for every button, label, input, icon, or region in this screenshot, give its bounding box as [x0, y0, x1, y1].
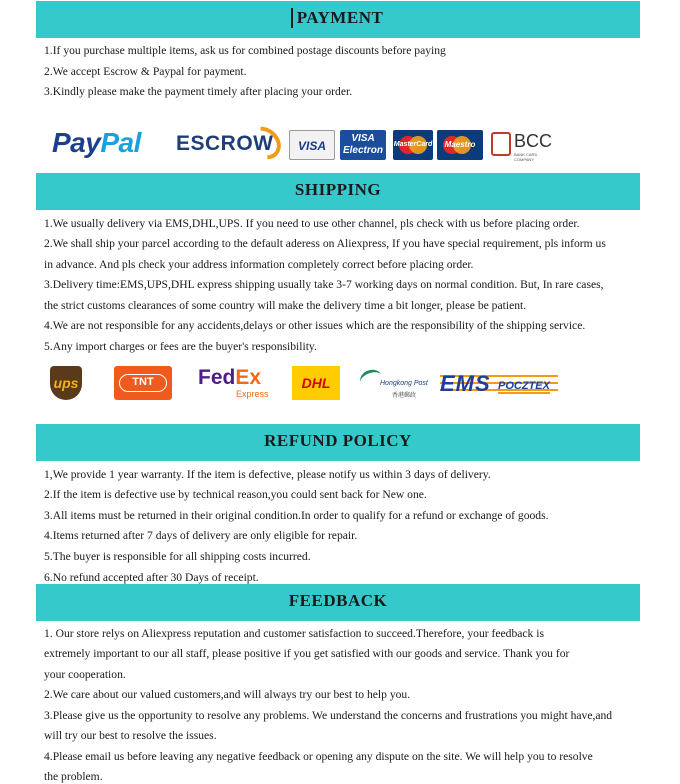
bcc-logo: BCC BANK CARD COMPANY	[491, 130, 553, 160]
payment-header	[36, 1, 640, 38]
shipping-line-5: the strict customs clearances of some country will make the delivery time a bit longer, please be patient.	[44, 299, 527, 312]
feedback-title: FEEDBACK	[288, 591, 388, 610]
shipping-line-7: 5.Any import charges or fees are the buyer's responsibility.	[44, 340, 317, 353]
refund-line-2: 2.If the item is defective use by technical reason,you could sent back for New one.	[44, 488, 427, 501]
shipping-line-6: 4.We are not responsible for any accidents,delays or other issues which are the responsibility of the shipping service.	[44, 319, 586, 332]
payment-line-2: 2.We accept Escrow & Paypal for payment.	[44, 65, 247, 78]
dhl-logo: DHL	[292, 366, 340, 400]
fedex-express-label: Express	[236, 389, 269, 399]
mastercard-logo: MasterCard EUROCARD	[393, 130, 433, 160]
tnt-logo: TNT	[114, 366, 172, 400]
payment-title: PAYMENT	[291, 8, 386, 28]
ups-logo: ups	[50, 366, 82, 400]
visa-electron-logo: VISA Electron	[340, 130, 386, 160]
feedback-header	[36, 584, 640, 621]
feedback-line-5: 3.Please give us the opportunity to resolve any problems. We understand the concerns and frustrations you might have,and	[44, 709, 613, 722]
payment-line-3: 3.Kindly please make the payment timely after placing your order.	[44, 85, 353, 98]
bcc-mark-icon	[491, 132, 511, 156]
hongkong-post-logo: Hongkong Post 香港郵政	[360, 368, 432, 400]
paypal-logo: PayPal	[52, 127, 141, 158]
shipping-line-2: 2.We shall ship your parcel according to the default aderess on Aliexpress, If you have special requirement, pls inform us	[44, 237, 606, 250]
refund-line-1: 1,We provide 1 year warranty. If the item is defective, please notify us within 3 days of delivery.	[44, 468, 491, 481]
fedex-logo: FedEx	[198, 366, 262, 389]
refund-line-6: 6.No refund accepted after 30 Days of receipt.	[44, 571, 259, 584]
feedback-line-4: 2.We care about our valued customers,and will always try our best to help you.	[44, 688, 411, 701]
refund-line-5: 5.The buyer is responsible for all shipping costs incurred.	[44, 550, 311, 563]
shipping-title: SHIPPING	[294, 180, 382, 199]
shipping-line-4: 3.Delivery time:EMS,UPS,DHL express shipping usually take 3-7 working days on normal condition. But, In rare cases,	[44, 278, 604, 291]
refund-line-3: 3.All items must be returned in their original condition.In order to qualify for a refund or exchange of goods.	[44, 509, 549, 522]
shipping-header	[36, 173, 640, 210]
ems-pocztex-logo: EMS POCZTEX	[440, 371, 558, 399]
feedback-line-3: your cooperation.	[44, 668, 126, 681]
visa-logo: VISA	[289, 130, 335, 160]
payment-line-1: 1.If you purchase multiple items, ask us for combined postage discounts before paying	[44, 44, 446, 57]
bird-icon	[358, 367, 385, 391]
feedback-line-8: the problem.	[44, 770, 103, 783]
feedback-line-1: 1. Our store relys on Aliexpress reputation and customer satisfaction to succeed.Therefore, your feedback is	[44, 627, 544, 640]
escrow-swoosh-icon	[241, 120, 288, 166]
shipping-line-1: 1.We usually delivery via EMS,DHL,UPS. If you need to use other channel, pls check with us before placing order.	[44, 217, 580, 230]
feedback-line-2: extremely important to our all staff, please positive if you get satisfied with our goods and service. Thank you for	[44, 647, 570, 660]
refund-title: REFUND POLICY	[264, 431, 412, 450]
escrow-logo: ESCROW	[176, 132, 274, 155]
feedback-line-7: 4.Please email us before leaving any negative feedback or opening any dispute on the site. We will help you to resolve	[44, 750, 593, 763]
maestro-logo: Maestro	[437, 130, 483, 160]
shipping-line-3: in advance. And pls check your address information completely correct before placing order.	[44, 258, 474, 271]
refund-line-4: 4.Items returned after 7 days of delivery are only eligible for repair.	[44, 529, 358, 542]
refund-header	[36, 424, 640, 461]
feedback-line-6: will try our best to resolve the issues.	[44, 729, 217, 742]
